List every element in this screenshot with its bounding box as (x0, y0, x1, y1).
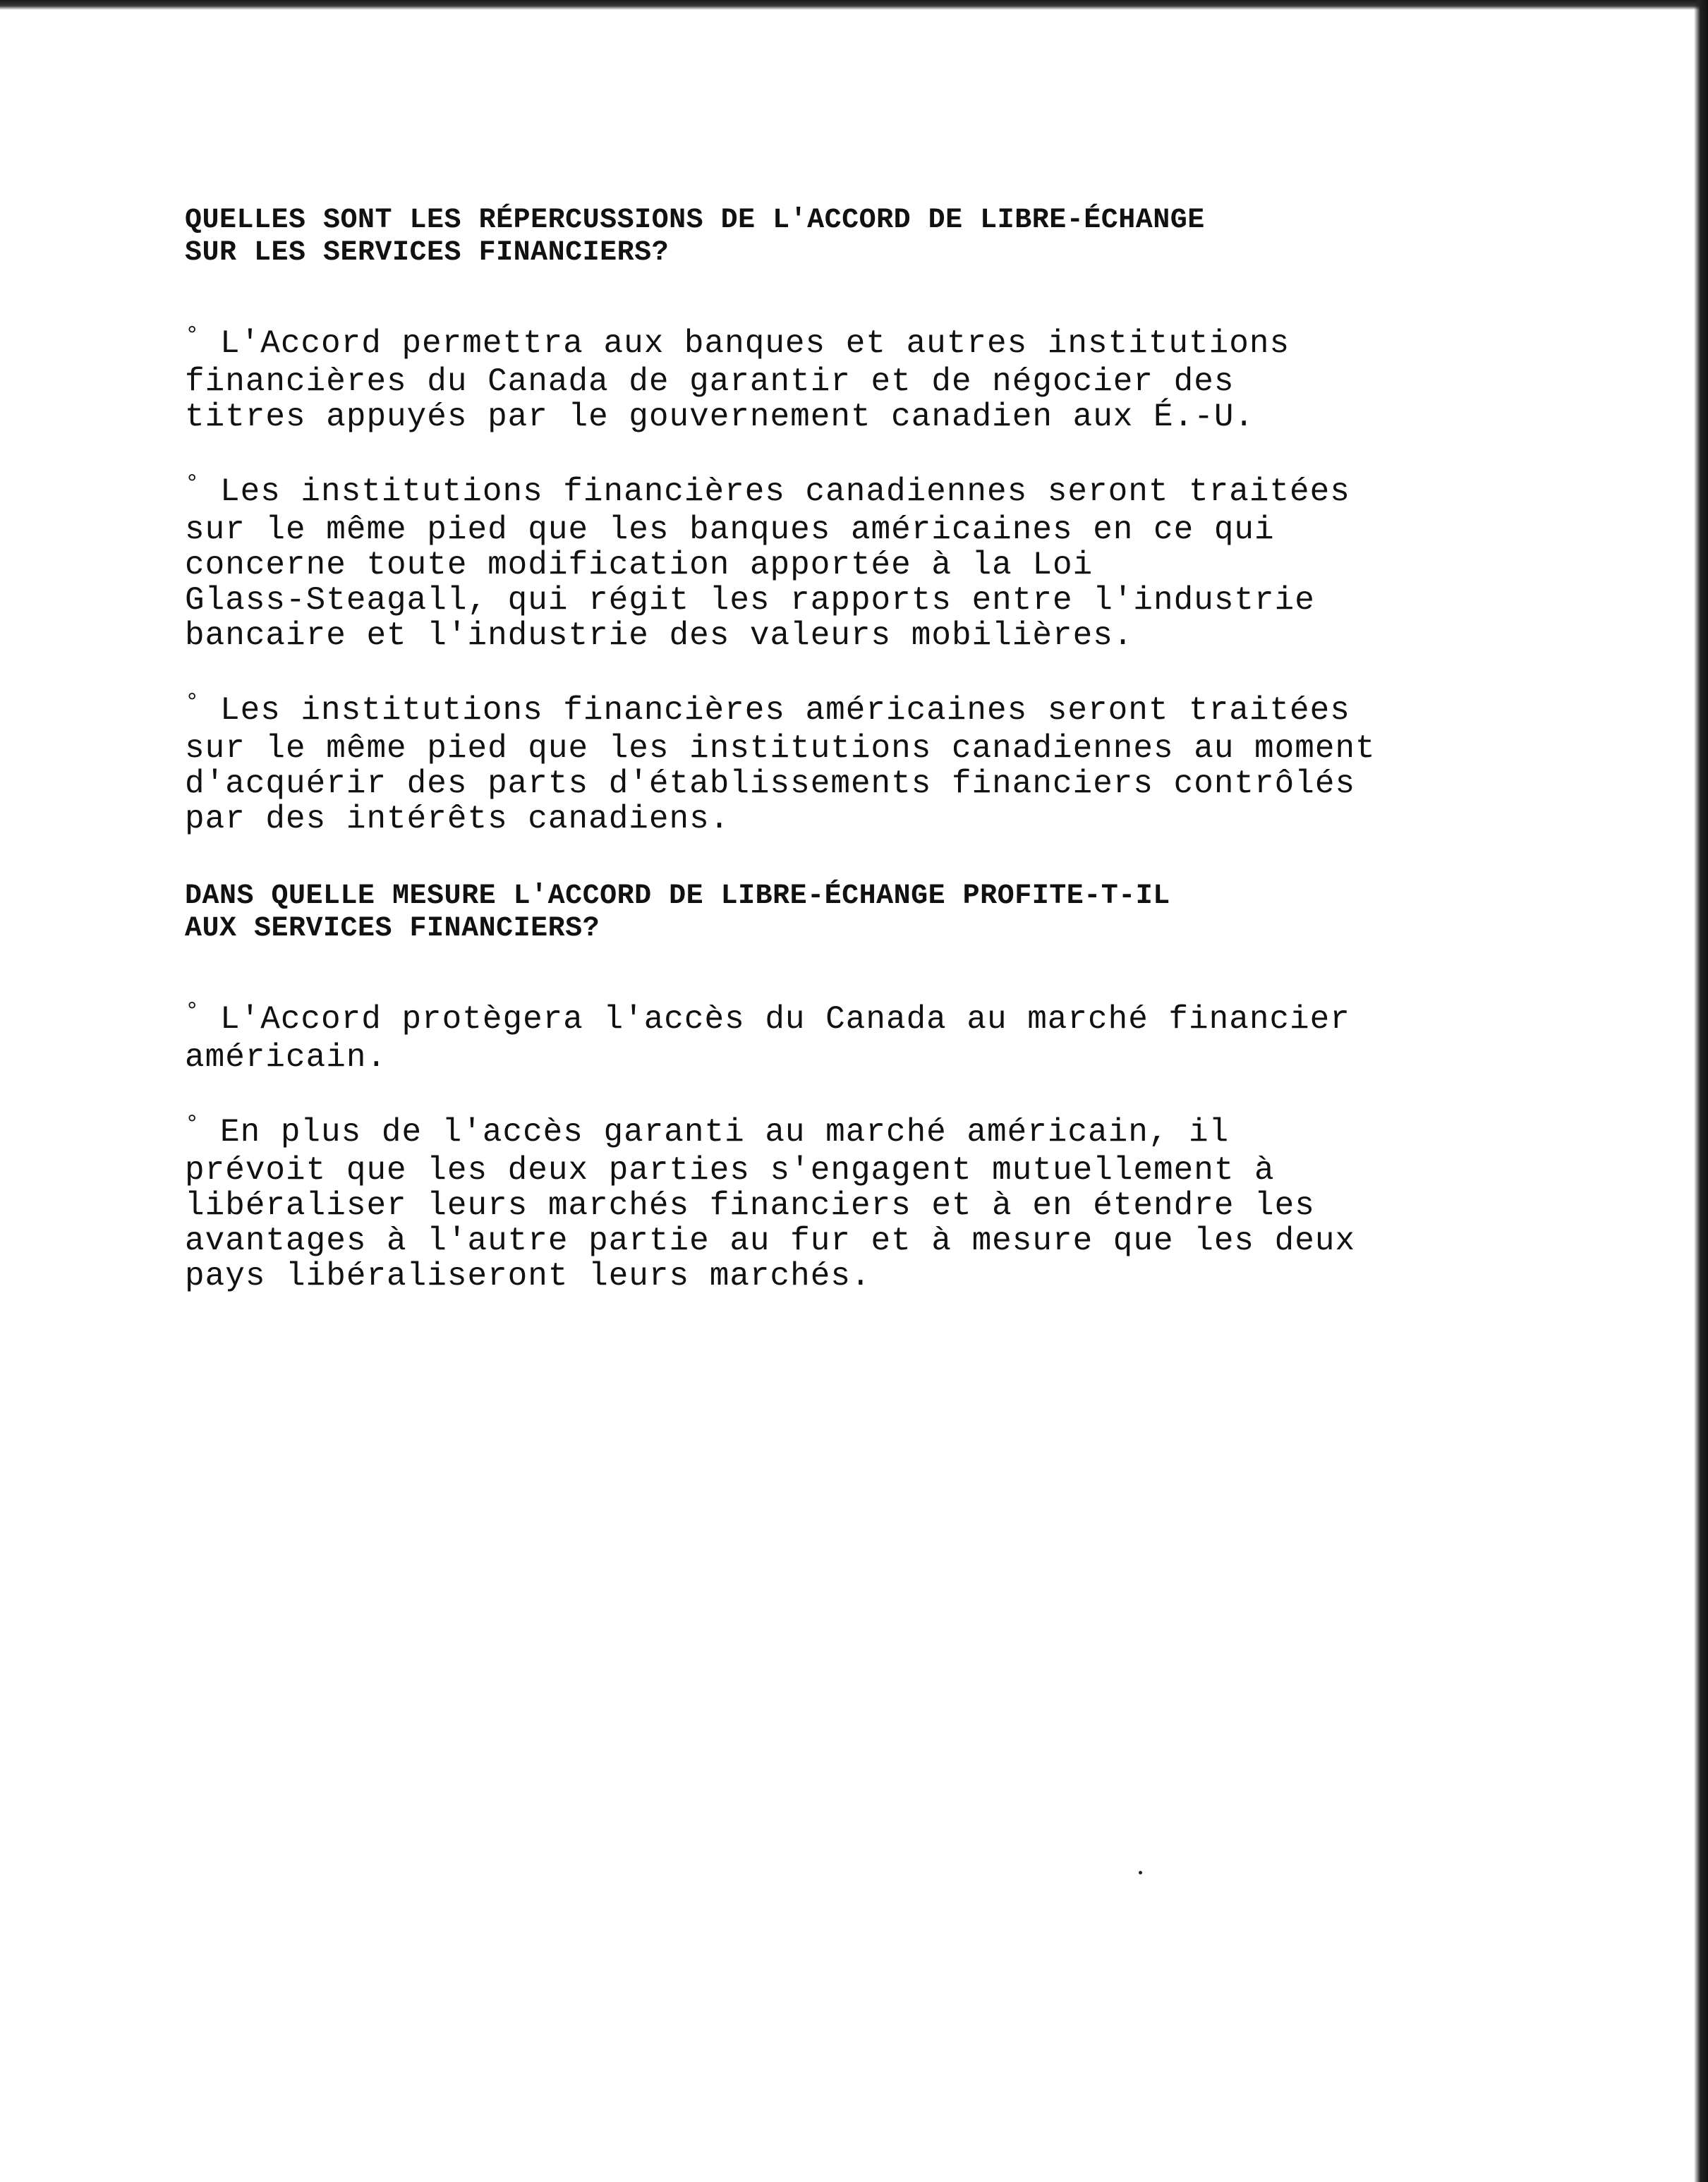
scan-border-right (1694, 0, 1708, 2182)
bullet-text: Les institutions financières canadiennes seront traitées (200, 473, 1350, 510)
heading-line: SUR LES SERVICES FINANCIERS? (185, 237, 670, 269)
bullet-line: d'acquérir des parts d'établissements financiers contrôlés (185, 765, 1356, 802)
bullet-line-first (185, 999, 1511, 1040)
bullet-line-first (185, 323, 1511, 364)
bullet-paragraph (185, 471, 1511, 654)
document-body (185, 205, 1511, 1294)
degree-bullet-marker: ° (185, 323, 200, 350)
bullet-text: Les institutions financières américaines seront traitées (200, 692, 1350, 729)
heading-line: QUELLES SONT LES RÉPERCUSSIONS DE L'ACCORD DE LIBRE-ÉCHANGE (185, 205, 1205, 236)
bullet-line: concerne toute modification apportée à la Loi (185, 547, 1094, 583)
degree-bullet-marker: ° (185, 690, 200, 717)
bullet-line-first (185, 1112, 1511, 1153)
bullet-paragraph (185, 323, 1511, 435)
bullet-line-first (185, 690, 1511, 731)
bullet-line: sur le même pied que les institutions canadiennes au moment (185, 730, 1376, 767)
bullet-line: financières du Canada de garantir et de négocier des (185, 363, 1235, 400)
bullet-line: libéraliser leurs marchés financiers et à en étendre les (185, 1187, 1315, 1224)
section-heading-repercussions (185, 205, 1511, 269)
section-heading-benefits (185, 880, 1511, 945)
bullet-line: bancaire et l'industrie des valeurs mobilières. (185, 617, 1134, 654)
bullet-paragraph (185, 1112, 1511, 1295)
degree-bullet-marker: ° (185, 1112, 200, 1139)
degree-bullet-marker: ° (185, 471, 200, 498)
bullet-paragraph (185, 999, 1511, 1076)
scan-border-top (0, 0, 1708, 10)
scan-speck (1139, 1871, 1142, 1874)
bullet-line: Glass-Steagall, qui régit les rapports entre l'industrie (185, 582, 1315, 619)
degree-bullet-marker: ° (185, 999, 200, 1026)
bullet-line: américain. (185, 1039, 387, 1076)
bullet-line-first (185, 471, 1511, 512)
bullet-line: par des intérêts canadiens. (185, 801, 730, 837)
bullet-line: prévoit que les deux parties s'engagent mutuellement à (185, 1152, 1275, 1189)
bullet-line: pays libéraliseront leurs marchés. (185, 1258, 871, 1295)
bullet-text: En plus de l'accès garanti au marché américain, il (200, 1114, 1230, 1151)
bullet-text: L'Accord protègera l'accès du Canada au marché financier (200, 1001, 1350, 1038)
heading-line: AUX SERVICES FINANCIERS? (185, 913, 600, 945)
bullet-line: avantages à l'autre partie au fur et à mesure que les deux (185, 1223, 1356, 1259)
bullet-line: titres appuyés par le gouvernement canadien aux É.-U. (185, 399, 1255, 435)
heading-line: DANS QUELLE MESURE L'ACCORD DE LIBRE-ÉCHANGE PROFITE-T-IL (185, 880, 1170, 912)
bullet-text: L'Accord permettra aux banques et autres institutions (200, 325, 1290, 362)
bullet-paragraph (185, 690, 1511, 837)
bullet-line: sur le même pied que les banques américaines en ce qui (185, 511, 1275, 548)
